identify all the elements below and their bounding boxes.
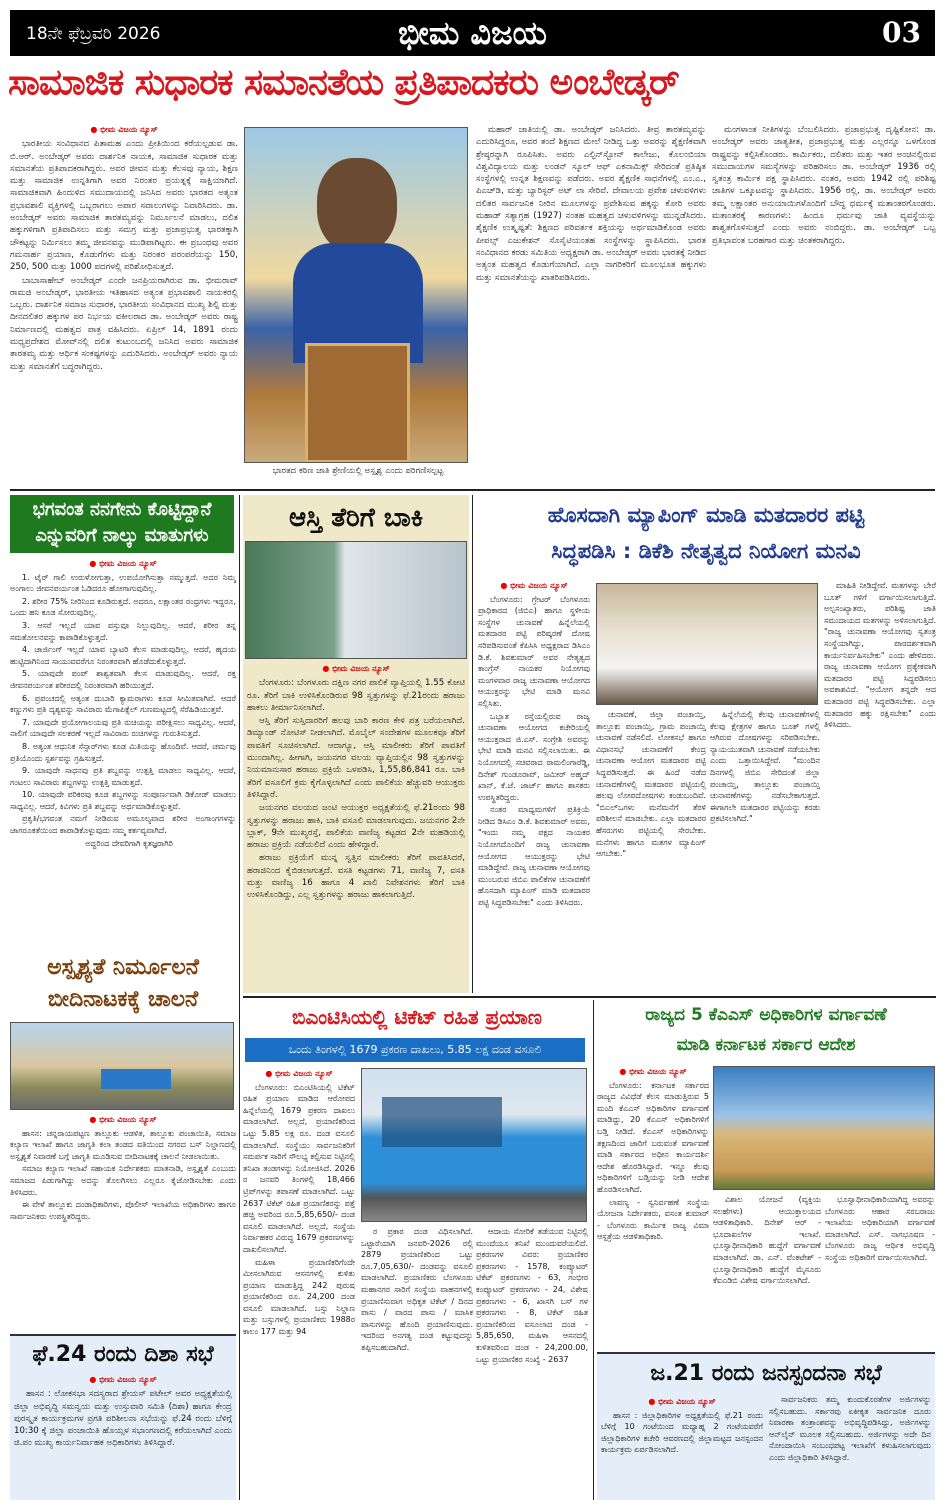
- article-text: ನಂತರ ಮಾಧ್ಯಮಗಳಿಗೆ ಪ್ರತಿಕ್ರಿಯೆ ನೀಡಿದ ಡಿಸಿಎಂ ಡಿ.ಕೆ. ಶಿವಕುಮಾರ್ ಅವರು, "ಇಂದು ನಮ್ಮ ಪಕ್ಷದ ನಾಯಕರ ನಿಯೋಗದೊಂದಿಗೆ ರಾಜ್ಯ ಚುನಾವಣಾ ಆಯೋಗದ ಆಯುಕ್ತರನ್ನು ಭೇಟಿ ಮಾಡಿದ್ದೇವೆ. ರಾಜ್ಯ ಚುನಾವಣಾ ಆಯೋಗವು ಮುಂಬರುವ ಜಿಬಿಎ ಪಾಲಿಕೆಗಳ ಚುನಾವಣೆಗೆ ಹೊಸದಾಗಿ ಮ್ಯಾಪಿಂಗ್ ಮಾಡಿ ಮತದಾರರ ಪಟ್ಟಿ ಸಿದ್ಧಪಡಿಸಬೇಕು" ಎಂದು ತಿಳಿಸಿದರು.: [478, 805, 590, 908]
- kas-article-col3: [825, 1194, 935, 1344]
- building-photo: [245, 541, 467, 659]
- article-text: 8. ಅತ್ಯಂತ ಆಧುನಿಕ ಸೆನ್ಸಾರ್‌ಗಳು ಕೂಡ ಮಿತಿಯನ್ನು ಹೊಂದಿವೆ. ಆದರೆ, ಚರ್ಮವು ಪ್ರತಿಯೊಂದು ಸ್ಪರ್ಶವನ್ನು ಗ್ರಹಿಸುತ್ತದೆ.: [10, 741, 236, 763]
- column-divider: [593, 1000, 594, 1500]
- bus-photo: [361, 1068, 587, 1222]
- bmtc-headline: ಬಿಎಂಟಿಸಿಯಲ್ಲಿ ಟಿಕೆಟ್ ರಹಿತ ಪ್ರಯಾಣ: [292, 1005, 542, 1029]
- article-text: ಸಾರ್ವಜನಿಕರು ತಮ್ಮ ಕುಂದುಕೊರತೆಗಳ ಅರ್ಜಿಗಳನ್ನು ಸಲ್ಲಿಸಬಹುದು. ಸರ್ಕಾರವು ಏಕೀಕೃತ ಸಾರ್ವಜನಿಕ ದೂರು ನಿವಾರಣಾ ತಂತ್ರಾಂಶವನ್ನು ಅಭಿವೃದ್ಧಿಪಡಿಸಿದ್ದು, ಅರ್ಜಿಗಳನ್ನು ಆನ್‌ಲೈನ್ ಮೂಲಕ ಸಲ್ಲಿಸಬಹುದು. ಅರ್ಜಿಗಳನ್ನು ಅದೇ ದಿನ ನೋಂದಾಯಿಸಿ ಸಂಬಂಧಪಟ್ಟ ಇಲಾಖೆಗೆ ಕಳುಹಿಸಲಾಗುವುದು ಎಂದು ಜಿಲ್ಲಾಧಿಕಾರಿ ತಿಳಿಸಿದ್ದಾರೆ.: [769, 1395, 931, 1462]
- article-text: ● ಭೀಮ ವಿಜಯ ನ್ಯೂಸ್: [601, 1396, 763, 1408]
- article-text: ಹಾಸನ: ಚನ್ನರಾಯಪಟ್ಟಣ ತಾಲ್ಲೂಕು ಆಡಳಿತ, ತಾಲ್ಲೂಕು ಪಂಚಾಯಿತಿ, ಸಮಾಜ ಕಲ್ಯಾಣ ಇಲಾಖೆ ಹಾಗೂ ಜಾಗೃತಿ ಕಲಾ ತಂಡದ ವತಿಯಿಂದ ನಗರದ ಬಸ್ ನಿಲ್ದಾಣದಲ್ಲಿ ಅಸ್ಪೃಶ್ಯತೆ ನಿವಾರಣೆ ಬಗ್ಗೆ ಜಾಗೃತಿ ಮೂಡಿಸುವ ಬೀದಿನಾಟಕಕ್ಕೆ ಚಾಲನೆ ನೀಡಲಾಯಿತು.: [10, 1128, 236, 1161]
- article-text: ಆಸ್ತಿ ತೆರಿಗೆ ಸುಸ್ತಿದಾರರಿಗೆ ಹಲವು ಬಾರಿ ಕಾರಣ ಕೇಳಿ ಪತ್ರ ಬರೆಯಲಾಗಿದೆ. ಡಿಮ್ಯಾಂಡ್ ನೋಟಿಸ್ ನೀಡಲಾಗಿದೆ. ಮೊಬೈಲ್ ಸಂದೇಶಗಳ ಮೂಲಕವೂ ತೆರಿಗೆ ಪಾವತಿಗೆ ಸೂಚಿಸಲಾಗಿದೆ. ಆದಾಗ್ಯೂ, ಆಸ್ತಿ ಮಾಲೀಕರು ತೆರಿಗೆ ಪಾವತಿಗೆ ಮುಂದಾಗಿಲ್ಲ. ಹೀಗಾಗಿ, ಜಯನಗರ ವಲಯ ವ್ಯಾಪ್ತಿಯಲ್ಲಿನ 98 ಸ್ವತ್ತುಗಳನ್ನು ನಿಯಮಾನುಸಾರ ಹರಾಜು ಪ್ರಕ್ರಿಯೆ ಒಳಪಡಿಸಿ, 1,55,86,841 ರೂ. ಬಾಕಿ ತೆರಿಗೆ ವಸೂಲಿಗೆ ಕ್ರಮ ಕೈಗೊಳ್ಳಲಾಗಿದೆ ಎಂದು ಪಾಲಿಕೆಯ ಹೆಚ್ಚುವರಿ ಆಯುಕ್ತರು ತಿಳಿಸಿದ್ದಾರೆ.: [247, 716, 465, 800]
- article-text: 4. ಚಾರ್ಜಿಂಗ್ ಇಲ್ಲದೆ ಯಾವ ಬ್ಯಾಟರಿ ಕೆಲಸ ಮಾಡುವುದಿಲ್ಲ. ಆದರೆ, ಹೃದಯ ಹುಟ್ಟಿದಾಗಿನಿಂದ ಸಾಯುವವರೆಗೂ ನಿರಂತರವಾಗಿ ಹೊಡೆದುಕೊಳ್ಳುತ್ತದೆ.: [10, 645, 236, 666]
- article-text: ಮಂಗಳಾಂತ ನೀತಿಗಳನ್ನು ಬೆಂಬಲಿಸಿದರು. ಪ್ರಜಾಪ್ರಭುತ್ವ ದೃಷ್ಟಿಕೋನ: ಡಾ. ಅಂಬೇಡ್ಕರ್ ಅವರು ಜಾತ್ಯತೀತ, ಪ್ರಜಾಪ್ರಭುತ್ವ ಮತ್ತು ಎಲ್ಲರನ್ನೂ ಒಳಗೊಂಡ ರಾಷ್ಟ್ರವನ್ನು ಕಲ್ಪಿಸಿಕೊಂಡರು. ಕಾರ್ಮಿಕರು, ದಲಿತರು ಮತ್ತು ಇತರ ಅಂಚಿನಲ್ಲಿರುವ ಸಮುದಾಯಗಳ ಸಮಸ್ಯೆಗಳನ್ನು ಪರಿಹರಿಸಲು ಡಾ. ಅಂಬೇಡ್ಕರ್ 1936 ರಲ್ಲಿ ಸ್ವತಂತ್ರ ಕಾರ್ಮಿಕ ಪಕ್ಷ ಸ್ಥಾಪಿಸಿದರು. ನಂತರ, ಅವರು 1942 ರಲ್ಲಿ ಪರಿಶಿಷ್ಟ ಜಾತಿಗಳ ಒಕ್ಕೂಟವನ್ನು ಸ್ಥಾಪಿಸಿದರು. 1956 ರಲ್ಲಿ, ಡಾ. ಅಂಬೇಡ್ಕರ್ ಅವರು ತಮ್ಮ ಲಕ್ಷಾಂತರ ಅನುಯಾಯಿಗಳೊಂದಿಗೆ ಬೌದ್ಧ ಧರ್ಮಕ್ಕೆ ಮತಾಂತರಗೊಂಡರು. ಮತಾಂತರಕ್ಕೆ ಕಾರಣಗಳು: ಹಿಂದೂ ಧರ್ಮವು ಜಾತಿ ವ್ಯವಸ್ಥೆಯನ್ನು ಶಾಶ್ವತಗೊಳಿಸುತ್ತದೆ ಎಂದು ಅವರು ನಂಬಿದ್ದರು. ಡಾ. ಅಂಬೇಡ್ಕರ್ ಒಬ್ಬ ಪ್ರತಿಭಾವಂತ ಬರಹಗಾರ ಮತ್ತು ಚಿಂತಕರಾಗಿದ್ದರು.: [712, 125, 936, 246]
- article-text: ಹಾಸನ : ಜಿಲ್ಲಾಧಿಕಾರಿಗಳ ಅಧ್ಯಕ್ಷತೆಯಲ್ಲಿ ಫೆ.21 ರಂದು ಬೆಳಿಗ್ಗೆ 10 ಗಂಟೆಯಿಂದ ಮಧ್ಯಾಹ್ನ 2 ಗಂಟೆಯವರೆಗೆ ಜಿಲ್ಲಾಧಿಕಾರಿಗಳ ಕಚೇರಿ ಆವರಣದಲ್ಲಿ ಜಿಲ್ಲಾಮಟ್ಟದ ಜನಸ್ಪಂದನ ಕಾರ್ಯಕ್ರಮ ಏರ್ಪಡಿಸಲಾಗಿದೆ.: [601, 1410, 763, 1455]
- article-text: ಬೆಂಗಳೂರು: ಬೆಂಗಳೂರು ದಕ್ಷಿಣ ನಗರ ಪಾಲಿಕೆ ವ್ಯಾಪ್ತಿಯಲ್ಲಿ 1.55 ಕೋಟಿ ರೂ. ತೆರಿಗೆ ಬಾಕಿ ಉಳಿಸಿಕೊಂಡಿರುವ 98 ಸ್ವತ್ತುಗಳನ್ನು ಫೆ.21ರಂದು ಹರಾಜು ಹಾಕಲು ತೀರ್ಮಾನಿಸಲಾಗಿದೆ.: [247, 678, 465, 713]
- article-text: ಹೊಸದಾಗಿ ಮ್ಯಾಪಿಂಗ್ ಮಾಡಿ ಮತದಾರರ ಪಟ್ಟಿ: [547, 503, 865, 527]
- article-text: ಹಾಸನ : ಲೋಕಸಭಾ ಸದಸ್ಯರಾದ ಶ್ರೇಯಸ್ ಪಟೇಲ್ ಅವರ ಅಧ್ಯಕ್ಷತೆಯಲ್ಲಿ ಜಿಲ್ಲಾ ಅಭಿವೃದ್ಧಿ ಸಮನ್ವಯ ಮತ್ತು ಉಸ್ತುವಾರಿ ಸಮಿತಿ (ದಿಶಾ) ಹಾಗೂ ಕೇಂದ್ರ ಪುರಸ್ಕೃತ ಕಾರ್ಯಕ್ರಮಗಳ ಪ್ರಗತಿ ಪರಿಶೀಲನಾ ಸಭೆಯನ್ನು ಫೆ.24 ರಂದು ಬೆಳಿಗ್ಗೆ 10:30 ಕ್ಕೆ ಜಿಲ್ಲಾ ಪಂಚಾಯಿತಿ ಹೊಯ್ಸಳ ಸಭಾಂಗಣದಲ್ಲಿ ಕರೆಯಲಾಗಿದೆ ಎಂದು ಜಿ.ಪಂ ಮುಖ್ಯ ಕಾರ್ಯನಿರ್ವಾಹಕ ಅಧಿಕಾರಿಗಳು ತಿಳಿಸಿದ್ದಾರೆ.: [14, 1389, 232, 1449]
- article-text: ಅಸ್ಪೃಶ್ಯತೆ ನಿರ್ಮೂಲನೆ: [47, 955, 199, 980]
- masthead: [10, 10, 935, 56]
- article-text: ಬೆಂಗಳೂರು: ಗ್ರೇಟರ್ ಬೆಂಗಳೂರು ಪ್ರಾಧಿಕಾರದ (ಜಿಬಿಎ) ಹಾಗೂ ಸ್ಥಳೀಯ ಸಂಸ್ಥೆಗಳ ಚುನಾವಣೆ ಹಿನ್ನೆಲೆಯಲ್ಲಿ ಮತದಾರರ ಪಟ್ಟಿ ಪರಿಷ್ಕರಣೆ ದೋಷ ಸರಿಪಡಿಸುವಂತೆ ಕೆಪಿಸಿಸಿ ಅಧ್ಯಕ್ಷರಾದ ಡಿಸಿಎಂ ಡಿ.ಕೆ. ಶಿವಕುಮಾರ್ ಅವರ ನೇತೃತ್ವದ ಕಾಂಗ್ರೆಸ್ ನಾಯಕರ ನಿಯೋಗವು ಮಂಗಳವಾರ ರಾಜ್ಯ ಚುನಾವಣಾ ಆಯೋಗದ ಆಯುಕ್ತರನ್ನು ಭೇಟಿ ಮಾಡಿ ಮನವಿ ಸಲ್ಲಿಸಿತು.: [478, 594, 590, 708]
- article-text: ಭಗವಂತ ನನಗೇನು ಕೊಟ್ಟಿದ್ದಾನೆ: [32, 499, 212, 520]
- newspaper-logo: ಭೀಮ ವಿಜಯ: [398, 14, 547, 52]
- article-text: ಸಿದ್ಧಪಡಿಸಿ : ಡಿಕೆಶಿ ನೇತೃತ್ವದ ನಿಯೋಗ ಮನವಿ: [551, 539, 861, 563]
- kas-article-col2: [713, 1194, 821, 1344]
- street-play-photo: [10, 1022, 234, 1110]
- article-text: ಹರಾಜು ಪ್ರಕ್ರಿಯೆಗೆ ಮುನ್ನ ಸ್ವತ್ತಿನ ಮಾಲೀಕರು ತೆರಿಗೆ ಪಾವತಿಸಿದರೆ, ಹರಾಜಿನಿಂದ ಕೈಬಿಡಲಾಗುತ್ತದೆ. ವಸತಿ ಕಟ್ಟಡಗಳು 71, ವಾಣಿಜ್ಯ 7, ವಸತಿ ಮತ್ತು ವಾಣಿಜ್ಯ 16 ಹಾಗೂ 4 ಖಾಲಿ ನಿವೇಶನಗಳು ತೆರಿಗೆ ಬಾಕಿ ಉಳಿಸಿಕೊಂಡಿದ್ದು, ಎಲ್ಲ ಸ್ವತ್ತುಗಳನ್ನು ಹರಾಜು ಹಾಕಲಾಗುತ್ತಿದೆ.: [247, 853, 465, 901]
- article-text: ● ಭೀಮ ವಿಜಯ ನ್ಯೂಸ್: [10, 1114, 236, 1126]
- article-text: ಬೀದಿನಾಟಕಕ್ಕೆ ಚಾಲನೆ: [47, 987, 199, 1012]
- voter-headline: [476, 497, 936, 569]
- vidhana-soudha-photo: [713, 1066, 935, 1190]
- lead-article-col1: [10, 122, 238, 486]
- article-text: ಜಯನಗರ ವಲಯದ ಜಂಟಿ ಆಯುಕ್ತರ ಅಧ್ಯಕ್ಷತೆಯಲ್ಲಿ ಫೆ.21ರಂದು 98 ಸ್ವತ್ತುಗಳನ್ನು ಹರಾಜು ಹಾಕಿ, ಬಾಕಿ ವಸೂಲಿ ಮಾಡಲಾಗುವುದು. ಜಯನಗರ 2ನೇ ಬ್ಲಾಕ್, 9ನೇ ಮುಖ್ಯರಸ್ತೆ, ಪಾಲಿಕೆಯ ವಾಣಿಜ್ಯ ಕಟ್ಟಡದ 2ನೇ ಮಹಡಿಯಲ್ಲಿ ಹರಾಜು ಪ್ರಕ್ರಿಯೆ ನಡೆಯಲಿದೆ ಎಂದು ಹೇಳಿದ್ದಾರೆ.: [247, 803, 465, 851]
- article-text: 2. ಶರೀರ 75% ನೀರಿನಿಂದ ಕೂಡಿರುತ್ತದೆ. ಅದರೂ, ಲಕ್ಷಾಂತರ ರಂಧ್ರಗಳು ಇದ್ದರೂ, ಒಂದು ಹನಿ ಕೂಡ ಸೋರುವುದಿಲ್ಲ.: [10, 596, 236, 618]
- article-text: ಬಾಬಾಸಾಹೇಬ್ ಅಂಬೇಡ್ಕರ್ ಎಂದೇ ಜನಪ್ರಿಯರಾಗಿರುವ ಡಾ. ಭೀಮರಾವ್ ರಾಮಜಿ ಅಂಬೇಡ್ಕರ್, ಭಾರತೀಯ ಇತಿಹಾಸದ ಅತ್ಯಂತ ಪ್ರಭಾವಶಾಲಿ ನಾಯಕರಲ್ಲಿ ಒಬ್ಬರು. ದಾರ್ಶನಿಕ ಸಮಾಜ ಸುಧಾರಕ, ಭಾರತೀಯ ಸಂವಿಧಾನದ ಮುಖ್ಯ ಶಿಲ್ಪಿ ಮತ್ತು ದೀನದಲಿತರ ಹಕ್ಕುಗಳ ಪರ ನಿರ್ಭಯ ವಕೀಲರಾದ ಡಾ. ಅಂಬೇಡ್ಕರ್ ಅವರು ರಾಷ್ಟ್ರ ನಿರ್ಮಾಣದಲ್ಲಿ ಮಹತ್ವದ ಪಾತ್ರ ವಹಿಸಿದರು. ಏಪ್ರಿಲ್ 14, 1891 ರಂದು ಮಧ್ಯಪ್ರದೇಶದ ಮೋವ್‌ನಲ್ಲಿ ದಲಿತ ಕುಟುಂಬದಲ್ಲಿ ಜನಿಸಿದ ಅವರು ಸಾಮಾಜಿಕ ತಾರತಮ್ಯ ಮತ್ತು ಆರ್ಥಿಕ ಸಂಕಷ್ಟಗಳನ್ನು ಎದುರಿಸಿದರು. ಅಂಬೇಡ್ಕರ್ ಅವರು ನ್ಯಾಯ ಮತ್ತು ಸಮಾನತೆಗೆ ಬದ್ಧರಾಗಿದ್ದರು.: [10, 275, 238, 372]
- article-text: ● ಭೀಮ ವಿಜಯ ನ್ಯೂಸ್: [10, 558, 236, 570]
- column-divider: [239, 495, 240, 1500]
- tax-headline: ಆಸ್ತಿ ತೆರಿಗೆ ಬಾಕಿ: [288, 503, 424, 533]
- bmtc-article-col2: [361, 1226, 473, 1500]
- article-text: ಒಬ್ಬಾತ ರಸ್ತೆಯಲ್ಲಿರುವ ರಾಜ್ಯ ಚುನಾವಣಾ ಆಯೋಗದ ಕಚೇರಿಯಲ್ಲಿ ಆಯುಕ್ತರಾದ ಜಿ.ಎಸ್. ಸಂಗ್ರೇಶಿ ಅವರನ್ನು ಭೇಟಿ ಮಾಡಿ ಮನವಿ ಸಲ್ಲಿಸಲಾಯಿತು. ಈ ನಿಯೋಗದಲ್ಲಿ ಸಚಿವರಾದ ರಾಮಲಿಂಗಾರೆಡ್ಡಿ, ದಿನೇಶ್ ಗುಂಡೂರಾವ್, ಜಮೀರ್ ಅಹ್ಮದ್ ಖಾನ್, ಕೆ.ಜೆ. ಜಾರ್ಜ್ ಹಾಗೂ ಶಾಸಕರು ಉಪಸ್ಥಿತರಿದ್ದರು.: [478, 711, 590, 802]
- lead-article-col3: [476, 124, 706, 484]
- article-text: ● ಭೀಮ ವಿಜಯ ನ್ಯೂಸ್: [597, 1066, 709, 1078]
- article-text: 5. ಯಾವುದೇ ಪಂಪ್ ಶಾಶ್ವತವಾಗಿ ಕೆಲಸ ಮಾಡುವುದಿಲ್ಲ. ಆದರೆ, ರಕ್ತ ಜೀವನಪರ್ಯಂತ ಶರೀರದಲ್ಲಿ ನಿರಂತರವಾಗಿ ಹರಿಯುತ್ತದೆ.: [10, 669, 236, 690]
- untouchability-article: [10, 1112, 236, 1324]
- article-text: 6. ಪ್ರಪಂಚದಲ್ಲಿ ಅತ್ಯಂತ ದುಬಾರಿ ಕ್ಯಾಮರಾಗಳು ಕೂಡ ಸೀಮಿತವಾಗಿವೆ. ಆದರೆ ಕಣ್ಣುಗಳು ಪ್ರತಿ ದೃಶ್ಯವನ್ನು ಸಾವಿರಾರು ಮೆಗಾಪಿಕ್ಸೆಲ್ ಗುಣಮಟ್ಟದಲ್ಲಿ ಸೆರೆಹಿಡಿಯುತ್ತವೆ.: [10, 693, 236, 715]
- article-text: ಆದಾಯ ಸೋರಿಕೆ ತಡೆಯುವ ನಿಟ್ಟಿನಲ್ಲಿ ಮುಂದೆಯೂ ತನಿಖೆ ಮುಂದುವರೆಯಲಿದೆ. ಪ್ರಕರಣಗಳ ವಿವರ: ಪ್ರಯಾಣಿಕರ ಪ್ರಕರಣಗಳು - 1578, ಕಂಪ್ಯೂಟರ್ ಟಿಕೆಟ್ ಪ್ರಕರಣಗಳು - 63, ಗಂಭೀರ ಕಂಪ್ಯೂಟರ್ ಪ್ರಕರಣಗಳು - 24, ವಿಶೇಷ ಪ್ರಕರಣಗಳು - 6, ಖಾಸಗಿ ಬಸ್ ಗಳ ಪ್ರಕರಣಗಳು - 8, ಟಿಕೆಟ್ ರಹಿತ ಪ್ರಯಾಣಿಕರಿಂದ ವಸೂಲಾದ ದಂಡ - 5,85,650, ಮಹಿಳಾ ಆಸನದಲ್ಲಿ ಕುಳಿತವರಿಂದ ದಂಡ - 24,200.00, ಒಟ್ಟು ಪ್ರಯಾಣಿಕರ ಸಂಖ್ಯೆ - 2637: [476, 1227, 588, 1364]
- voter-article-col2: [596, 709, 706, 989]
- bmtc-article-col1: [243, 1066, 355, 1500]
- lead-headline: ಸಾಮಾಜಿಕ ಸುಧಾರಕ ಸಮಾನತೆಯ ಪ್ರತಿಪಾದಕರು ಅಂಬೇಡ್ಕರ್: [8, 62, 679, 103]
- article-text: ವಿಶಾಲ ಯೋಜನೆ (ವ್ಯಕ್ತಿಯ ಸಲಹೆಗಳು) ಆಯುಕ್ತಾಲಯದ ಆಡಳಿತಾಧಿಕಾರಿ. ದಿನೇಶ್ ಆರ್ - ಭೂದಾಖಲೆಗಳ ಇಲಾಖೆ. ಭೂಸ್ವಾಧೀನಾಧಿಕಾರಿ ಹುದ್ದೆಗೆ ವರ್ಗಾವಣೆ ಮಾಡಲಾಗಿದೆ. ಡಾ. ಎನ್. ವೆಂಕಟೇಶ್ - ಭೂಸ್ವಾಧೀನಾಧಿಕಾರಿ ಹುದ್ದೆಗೆ ಮೈಸೂರು ಕೆಐಎಡಿಬಿ ವಿಶೇಷ ವರ್ಗಾಯಿಸಲಾಗಿದೆ.: [713, 1195, 821, 1286]
- page-number: 03: [882, 16, 921, 49]
- article-text: ಮಾಡಿ ಕರ್ನಾಟಕ ಸರ್ಕಾರ ಆದೇಶ: [676, 1035, 856, 1055]
- article-text: ಬೆಂಗಳೂರು: ಕರ್ನಾಟಕ ಸರ್ಕಾರದ ರಾಜ್ಯದ ವಿವಿಧೆಡೆ ಕೆಲಸ ಮಾಡುತ್ತಿರುವ 5 ಮಂದಿ ಕೆಎಎಸ್ ಅಧಿಕಾರಿಗಳ ವರ್ಗಾವಣೆ ಮಾಡಿದ್ದು, 20 ಕೆಎಎಸ್ ಅಧಿಕಾರಿಗಳಿಗೆ ಬಡ್ತಿ ನೀಡಿದೆ. ಕೆಎಎಸ್ ಅಧಿಕಾರಿಗಳನ್ನು ತಕ್ಷಣದಿಂದ ಜಾರಿಗೆ ಬರುವಂತೆ ವರ್ಗಾವಣೆ ಮಾಡಿ ಸರ್ಕಾರದ ಅಧೀನ ಕಾರ್ಯದರ್ಶಿ ಆದೇಶ ಹೊರಡಿಸಿದ್ದಾರೆ. ಇನ್ನೂ ಕೆಲವು ಅಧಿಕಾರಿಗಳಿಗೆ ಬಡ್ತಿಯನ್ನು ನೀಡಿ ಆದೇಶ ಹೊರಡಿಸಲಾಗಿದೆ.: [597, 1080, 709, 1194]
- article-text: ಅದ್ದರಿಂದ ದೇವರಿಗಾಗಿ ಕೃತಜ್ಞರಾಗಿರಿ: [85, 838, 173, 848]
- byline: ● ಭೀಮ ವಿಜಯ ನ್ಯೂಸ್: [10, 124, 238, 136]
- article-text: ಬೆಂಗಳೂರು: ಬಿಎಂಟಿಸಿಯಲ್ಲಿ ಟಿಕೆಟ್ ರಹಿತ ಪ್ರಯಾಣ ಮಾಡಿದ ಆರೋಪದ ಹಿನ್ನೆಲೆಯಲ್ಲಿ 1679 ಪ್ರಕರಣ ದಾಖಲು ಮಾಡಲಾಗಿದೆ. ಅಲ್ಲದೆ, ಪ್ರಯಾಣಿಕರಿಂದ ಒಟ್ಟು 5.85 ಲಕ್ಷ ರೂ. ದಂಡ ವಸೂಲಿ ಮಾಡಲಾಗಿದೆ. ಸಂಸ್ಥೆಯು ಸಾರ್ವಜನಿಕರಿಗೆ ಸಮರ್ಪಕ ಸಾರಿಗೆ ಸೌಲಭ್ಯ ಕಲ್ಪಿಸುವ ನಿಟ್ಟಿನಲ್ಲಿ ತನಿಖಾ ತಂಡಗಳನ್ನು ನಿಯೋಜಿಸಿದೆ. 2026 ರ ಜನವರಿ ತಿಂಗಳಲ್ಲಿ 18,466 ಟ್ರಿಪ್‌ಗಳನ್ನು ತಪಾಸಣೆ ಮಾಡಲಾಗಿದೆ. ಒಟ್ಟು 2637 ಟಿಕೆಟ್ ರಹಿತ ಪ್ರಯಾಣಿಕರನ್ನು ಪತ್ತೆ ಹಚ್ಚಿ ಅವರಿಂದ ರೂ.5,85,650/- ದಂಡ ವಸೂಲಿ ಮಾಡಲಾಗಿದೆ. ಅಲ್ಲದೆ, ಸಂಸ್ಥೆಯ ನಿರ್ವಾಹಕರ ವಿರುದ್ಧ 1679 ಪ್ರಕರಣಗಳನ್ನು ದಾಖಲಿಸಲಾಗಿದೆ.: [243, 1082, 355, 1254]
- divider: [10, 489, 935, 491]
- article-text: ಪ್ರಕೃತಿ/ಭಗವಂತ ನಮಗೆ ನೀಡಿರುವ ಅಮೂಲ್ಯವಾದ ಶರೀರ ಅಂಗಾಂಗಗಳನ್ನು ಜಾಗರೂಕತೆಯಿಂದ ಕಾಪಾಡಿಕೊಳ್ಳುವುದು ನಮ್ಮ ಕರ್ತವ್ಯವಾಗಿದೆ.: [10, 814, 236, 836]
- disha-headline: ಫೆ.24 ರಂದು ದಿಶಾ ಸಭೆ: [32, 1342, 214, 1367]
- bhagavanta-headline: [10, 495, 234, 553]
- voter-article-col4: [824, 580, 936, 990]
- article-text: ಭಾರತೀಯ ಸಂವಿಧಾನದ ಪಿತಾಮಹ ಎಂದು ಪ್ರೀತಿಯಿಂದ ಕರೆಯಲ್ಪಡುವ ಡಾ. ಬಿ.ಆರ್. ಅಂಬೇಡ್ಕರ್ ಅವರು ದಾರ್ಶನಿಕ ನಾಯಕ, ಸಾಮಾಜಿಕ ಸುಧಾರಕ ಮತ್ತು ಸಮಾನತೆಯ ಪ್ರತಿಪಾದಕರಾಗಿದ್ದರು. ಅವರ ಜೀವನ ಮತ್ತು ಕೆಲಸವು ನ್ಯಾಯ, ಶಿಕ್ಷಣ ಮತ್ತು ಸಾಮಾಜಿಕ ಉನ್ನತಿಗಾಗಿ ಅವರ ನಿರಂತರ ಪ್ರಯತ್ನಕ್ಕೆ ಸಾಕ್ಷಿಯಾಗಿದೆ. ಸಾಮಾಜಿಕವಾಗಿ ಹಿಂದುಳಿದ ಸಮುದಾಯದಲ್ಲಿ ಜನಿಸಿದ ಅವರು ಭಾರತದ ಅತ್ಯಂತ ಪ್ರಭಾವಶಾಲಿ ವ್ಯಕ್ತಿಗಳಲ್ಲಿ ಒಬ್ಬರಾಗಲು ಅಪಾರ ಸವಾಲುಗಳನ್ನು ನಿವಾರಿಸಿದರು. ಡಾ. ಅಂಬೇಡ್ಕರ್ ಅವರು ಸಾಮಾಜಿಕ ತಾರತಮ್ಯವನ್ನು ನಿರ್ಮೂಲನೆ ಮಾಡಲು, ದಲಿತ ಹಕ್ಕುಗಳಿಗಾಗಿ ಪ್ರತಿಪಾದಿಸಲು ಮತ್ತು ಸಮಗ್ರ ಮತ್ತು ಪ್ರಜಾಪ್ರಭುತ್ವ ಭಾರತಕ್ಕಾಗಿ ಚೌಕಟ್ಟನ್ನು ನಿರ್ಮಿಸಲು ತಮ್ಮ ಜೀವನವನ್ನು ಮುಡಿಪಾಗಿಟ್ಟರು. ಈ ಪ್ರಬಂಧವು ಅವರ ಗಮನಾರ್ಹ ಪ್ರಯಾಣ, ಕೊಡುಗೆಗಳು ಮತ್ತು ನಿರಂತರ ಪರಂಪರೆಯನ್ನು 150, 250, 500 ಮತ್ತು 1000 ಪದಗಳಲ್ಲಿ ಪರಿಶೋಧಿಸುತ್ತದೆ.: [10, 139, 238, 273]
- janaspandana-box: [597, 1352, 935, 1500]
- article-text: ಎನ್ನುವರಿಗೆ ನಾಲ್ಕು ಮಾತುಗಳು: [35, 525, 209, 546]
- voter-article-col1: [478, 578, 590, 988]
- article-text: ರಾಜ್ಯದ 5 ಕೆಎಎಸ್ ಅಧಿಕಾರಿಗಳ ವರ್ಗಾವಣೆ: [645, 1005, 887, 1025]
- article-text: ● ಭೀಮ ವಿಜಯ ನ್ಯೂಸ್: [247, 663, 465, 675]
- column-divider: [472, 495, 473, 993]
- article-text: ರ ಪ್ರಕಾರ ದಂಡ ವಿಧಿಸಲಾಗಿದೆ. ಒಟ್ಟಾರೆಯಾಗಿ ಜನವರಿ-2026 ರಲ್ಲಿ 2879 ಪ್ರಯಾಣಿಕರಿಂದ ಒಟ್ಟು ರೂ.7,05,630/- ದಂಡವನ್ನು ವಸೂಲಿ ಮಾಡಲಾಗಿದೆ. ಪ್ರಯಾಣಿಕರು ಬೆಂಗಳೂರು ಮಹಾನಗರ ಸಾರಿಗೆ ಸಂಸ್ಥೆಯ ವಾಹನಗಳಲ್ಲಿ ಪ್ರಯಾಣಿಸುವಾಗ ಅಧಿಕೃತ ಟಿಕೆಟ್ / ದಿನದ ಪಾಸು / ವಾರದ ಪಾಸು / ಮಾಸಿಕ ಪಾಸುಗಳನ್ನು ಹೊಂದಿ ಪ್ರಯಾಣಿಸುವುದು. ಇದರಿಂದ ಅನಗತ್ಯ ದಂಡ ಕಟ್ಟುವುದನ್ನು ತಪ್ಪಿಸಬಹುದಾಗಿದೆ.: [361, 1227, 473, 1352]
- article-text: ಭೂಸ್ವಾಧೀನಾಧಿಕಾರಿಯಾಗಿದ್ದ ಅವರನ್ನು ಬೆಂಗಳೂರು ಆಹಾರ ಸರಬರಾಜು ಇಲಾಖೆಯ ಅಧಿಕಾರಿಯಾಗಿ ವರ್ಗಾವಣೆ ಮಾಡಲಾಗಿದೆ. ಎಸ್. ನಾಗಭೂಷಣ - ಬೆಂಗಳೂರು ರಾಜ್ಯ ಆರ್ಥಿಕ ಅಭಿವೃದ್ಧಿ ಸಂಸ್ಥೆಯ ಅಧಿಕಾರಿಗೆ ವರ್ಗಾಯಿಸಲಾಗಿದೆ.: [825, 1195, 935, 1262]
- article-text: 10. ಯಾವುದೇ ಪರಿಕರವು ಕೂಡ ಶಬ್ದಗಳನ್ನು ಸಂಪೂರ್ಣವಾಗಿ ಡಿಕೋಡ್ ಮಾಡಲು ಸಾಧ್ಯವಿಲ್ಲ. ಆದರೆ, ಕಿವಿಗಳು ಪ್ರತಿ ಶಬ್ದವನ್ನು ಅರ್ಥಮಾಡಿಕೊಳ್ಳುತ್ತವೆ.: [10, 790, 236, 811]
- article-text: ● ಭೀಮ ವಿಜಯ ನ್ಯೂಸ್: [243, 1068, 355, 1080]
- delegation-photo: [596, 583, 818, 705]
- article-text: 9. ಯಾವುದೇ ಸಾಧನವು ಪ್ರತಿ ಶಬ್ದವನ್ನು ಉತ್ಪತ್ತಿ ಮಾಡಲು ಸಾಧ್ಯವಿಲ್ಲ. ಆದರೆ, ಗಂಟಲು ಸಾವಿರಾರು ಶಬ್ದಗಳನ್ನು ಉತ್ಪತ್ತಿ ಮಾಡುತ್ತದೆ.: [10, 766, 236, 787]
- bmtc-article-col3: [476, 1226, 588, 1500]
- article-text: ಈ ವೇಳೆ ತಾಲ್ಲೂಕು ದಂಡಾಧಿಕಾರಿಗಳು, ಪೊಲೀಸ್ ಇಲಾಖೆಯ ಅಧಿಕಾರಿಗಳು ಹಾಗೂ ಸಾರ್ವಜನಿಕರು ಉಪಸ್ಥಿತರಿದ್ದರು.: [10, 1200, 236, 1221]
- tax-box: [243, 495, 469, 993]
- article-text: ಚುನಾವಣೆ, ಜಿಲ್ಲಾ ಪಂಚಾಯ್ತಿ, ತಾಲ್ಲೂಕು ಪಂಚಾಯ್ತಿ, ಗ್ರಾಮ ಪಂಚಾಯ್ತಿ ಚುನಾವಣೆ ನಡೆಸಲಿದೆ. ಲೋಕಸಭೆ ಹಾಗೂ ವಿಧಾನಸಭೆ ಚುನಾವಣೆಗೆ ಕೇಂದ್ರ ಚುನಾವಣಾ ಆಯೋಗ ಮತದಾರರ ಪಟ್ಟಿ ಸಿದ್ಧಪಡಿಸುತ್ತದೆ. ಈ ಹಿಂದೆ ನಡೆದ ಚುನಾವಣೆಗಳಲ್ಲಿ ಮತದಾರರ ಪಟ್ಟಿಯಲ್ಲಿ ಹಲವು ಲೋಪದೋಷಗಳು ಕಂಡುಬಂದಿವೆ. "ಬಿಎಲ್‌ಒಗಳು ಮನೆಮನೆಗೆ ತೆರಳಿ ಪರಿಶೀಲನೆ ಮಾಡಬೇಕು. ಎಲ್ಲಾ ಮತದಾರರ ಹೆಸರುಗಳು ಪಟ್ಟಿಯಲ್ಲಿ ಸೇರಬೇಕು. ಮನೆಗಳು ಹಾಗೂ ಮತಗಳ ಮ್ಯಾಪಿಂಗ್ ಆಗಬೇಕು.": [596, 710, 706, 859]
- untouchability-headline: [10, 952, 236, 1016]
- article-text: ● ಭೀಮ ವಿಜಯ ನ್ಯೂಸ್: [478, 580, 590, 592]
- bmtc-subhead: ಒಂದು ತಿಂಗಳಲ್ಲಿ 1679 ಪ್ರಕರಣ ದಾಖಲು, 5.85 ಲಕ್ಷ ದಂಡ ವಸೂಲಿ: [245, 1038, 585, 1062]
- issue-date: 18ನೇ ಫೆಬ್ರವರಿ 2026: [26, 24, 161, 44]
- voter-article-col3: [710, 709, 820, 989]
- article-text: ಮಹಾರ್ ಜಾತಿಯಲ್ಲಿ ಡಾ. ಅಂಬೇಡ್ಕರ್ ಜನಿಸಿದರು. ತೀವ್ರ ತಾರತಮ್ಯವನ್ನು ಎದುರಿಸಿದ್ದರೂ, ಅವರ ತಂದೆ ಶಿಕ್ಷಣದ ಮೇಲೆ ನೀಡಿದ್ದ ಒತ್ತು ಅವರನ್ನು ಶೈಕ್ಷಣಿಕವಾಗಿ ಶ್ರೇಷ್ಠರನ್ನಾಗಿ ರೂಪಿಸಿತು. ಅವರು ಎಲ್ಫಿನ್‌ಸ್ಟೋನ್ ಕಾಲೇಜು, ಕೊಲಂಬಿಯಾ ವಿಶ್ವವಿದ್ಯಾಲಯ ಮತ್ತು ಲಂಡನ್ ಸ್ಕೂಲ್ ಆಫ್ ಎಕನಾಮಿಕ್ಸ್ ಸೇರಿದಂತೆ ಪ್ರತಿಷ್ಠಿತ ಸಂಸ್ಥೆಗಳಲ್ಲಿ ಉನ್ನತ ಶಿಕ್ಷಣವನ್ನು ಪಡೆದರು. ಅವರ ಶೈಕ್ಷಣಿಕ ಸಾಧನೆಗಳಲ್ಲಿ ಎಂ.ಎ., ಪಿಎಚ್‌ಡಿ, ಮತ್ತು ಬ್ಯಾರಿಸ್ಟರ್ ಅಟ್ ಲಾ ಸೇರಿವೆ. ದೇವಾಲಯ ಪ್ರವೇಶ ಚಳುವಳಿಗಳು ದಲಿತರ ಸಾರ್ವಜನಿಕ ನೀರಿನ ಮೂಲಗಳನ್ನು ಪ್ರವೇಶಿಸುವ ಹಕ್ಕನ್ನು ಕೋರಿ ಅವರು ಮಹಾಡ್ ಸತ್ಯಾಗ್ರಹ (1927) ನಂತಹ ಮಹತ್ವದ ಚಳುವಳಿಗಳನ್ನು ಮುನ್ನಡೆಸಿದರು. ಶೈಕ್ಷಣಿಕ ಉತ್ಕೃಷ್ಟತೆ: ಶಿಕ್ಷಣದ ಪರಿವರ್ತಕ ಶಕ್ತಿಯನ್ನು ಅರ್ಥಮಾಡಿಕೊಂಡ ಅವರು ಪೀಪಲ್ಸ್ ಎಜುಕೇಶನ್ ಸೊಸೈಟಿಯಂತಹ ಸಂಸ್ಥೆಗಳನ್ನು ಸ್ಥಾಪಿಸಿದರು. ಭಾರತ ಸಂವಿಧಾನದ ಕರಡು ಸಮಿತಿಯ ಅಧ್ಯಕ್ಷರಾಗಿ ಡಾ. ಅಂಬೇಡ್ಕರ್ ಅವರು ಭಾರತಕ್ಕೆ ನೀಡಿದ ಅತ್ಯಂತ ಮಹತ್ವದ ಕೊಡುಗೆಯಾಗಿದೆ. ಎಲ್ಲಾ ನಾಗರಿಕರಿಗೆ ಮೂಲಭೂತ ಹಕ್ಕುಗಳು ಮತ್ತು ಸಮಾನತೆಯನ್ನು ಖಾತರಿಪಡಿಸಿದರು.: [476, 125, 706, 283]
- lead-article-col4: [712, 124, 936, 484]
- kas-article-col1: [597, 1064, 709, 1344]
- article-text: ಮಹಿಳಾ ಪ್ರಯಾಣಿಕರಿಗೆಂದೇ ಮೀಸಲಾಗಿರುವ ಆಸನಗಳಲ್ಲಿ ಕುಳಿತು ಪ್ರಯಾಣ ಮಾಡುತ್ತಿದ್ದ 242 ಪುರುಷ ಪ್ರಯಾಣಿಕರಿಂದ ರೂ. 24,200 ದಂಡ ವಸೂಲಿ ಮಾಡಲಾಗಿದೆ. ಬಸ್ಸು ನಿಲ್ದಾಣ ಮತ್ತು ಬಸ್ಸುಗಳಲ್ಲಿ ಪ್ರಯಾಣಿಕರು 1988ರ ಕಾಲಂ 177 ಮತ್ತು 94: [243, 1257, 355, 1337]
- article-text: ಸಮಾಜ ಕಲ್ಯಾಣ ಇಲಾಖೆ ಸಹಾಯಕ ನಿರ್ದೇಶಕರು ಮಾತನಾಡಿ, ಅಸ್ಪೃಶ್ಯತೆ ಎಂಬುದು ಸಮಾಜದ ಪಿಡುಗಾಗಿದ್ದು ಅದನ್ನು ತೊಲಗಿಸಲು ಎಲ್ಲರೂ ಕೈಜೋಡಿಸಬೇಕು ಎಂದು ತಿಳಿಸಿದರು.: [10, 1164, 236, 1197]
- article-text: ಮಾಹಿತಿ ನೀಡಿದ್ದೇವೆ. ಮತಗಳನ್ನು ಬೇರೆ ಬೂತ್ ಗಳಿಗೆ ವರ್ಗಾಯಿಸಲಾಗುತ್ತಿದೆ. ಅಲ್ಪಸಂಖ್ಯಾತರು, ಪರಿಶಿಷ್ಟ ಜಾತಿ ಸಮುದಾಯದ ಮತಗಳನ್ನು ಅಳಿಸಲಾಗುತ್ತಿದೆ. "ರಾಜ್ಯ ಚುನಾವಣಾ ಆಯೋಗವು ಸ್ವತಂತ್ರ ಸಂಸ್ಥೆಯಾಗಿದ್ದು, ಪಾರದರ್ಶಕವಾಗಿ ಕಾರ್ಯನಿರ್ವಹಿಸಬೇಕು" ಎಂದು ಹೇಳಿದರು. ರಾಜ್ಯ ಚುನಾವಣಾ ಆಯೋಗ ಪ್ರತ್ಯೇಕವಾಗಿ ಮತದಾರರ ಪಟ್ಟಿ ಸಿದ್ಧಪಡಿಸಲು ಅವಕಾಶವಿದೆ. "ಆಯೋಗ ತನ್ನದೇ ಆದ ಮತದಾರರ ಪಟ್ಟಿ ಸಿದ್ಧಪಡಿಸಬೇಕು. ಎಲ್ಲಾ ಮತದಾರರ ಹಕ್ಕು ರಕ್ಷಿಸಬೇಕು" ಎಂದು ತಿಳಿಸಿದರು.: [824, 581, 936, 730]
- article-text: 1. ಟೈರ್ ಗಾಲಿ ಉರುಳೋಗುತ್ತಾ, ಉಪಯೋಗಿಸುತ್ತಾ ನಮ್ಮುತ್ತದೆ. ಅದರ ನಿಮ್ಮ ಅಂಗಾಲು ಜೀವನಪರ್ಯಂತ ಓಡಿದರೂ ಹೋಗಾಗುವುದಿಲ್ಲ.: [10, 572, 236, 594]
- disha-box: [10, 1334, 236, 1500]
- bhagavanta-article: [10, 556, 236, 946]
- article-text: ಹಿನ್ನೆಲೆಯಲ್ಲಿ ಕೆಲವು ಚುನಾವಣೆಗಳಲ್ಲಿ ಕೆಲವು ಕ್ಷೇತ್ರಗಳ ಹಾಗೂ ಬೂತ್ ಗಳಲ್ಲಿ ಆಗಿರುವ ದೋಷಗಳನ್ನು ಸರಿಪಡಿಸಬೇಕು. ನ್ಯಾಯಯುತವಾಗಿ ಚುನಾವಣೆ ನಡೆಯಬೇಕು ಎಂದು ಒತ್ತಾಯಿಸಿದ್ದೇವೆ. "ಮುಂದಿನ ದಿನಗಳಲ್ಲಿ ಜಿಬಿಎ ಸೇರಿದಂತೆ ಜಿಲ್ಲಾ ಪಂಚಾಯ್ತಿ, ತಾಲ್ಲೂಕು ಪಂಚಾಯ್ತಿ ಚುನಾವಣೆಗಳನ್ನು ನಡೆಸಬೇಕಾಗುತ್ತದೆ. ಈಗಾಗಲೇ ಮತದಾರರ ಪಟ್ಟಿಯನ್ನು ಕರಡು ಪ್ರಕಟಿಸಲಾಗಿದೆ.": [710, 710, 820, 824]
- janaspandana-headline: ಜ.21 ರಂದು ಜನಸ್ಪಂದನಾ ಸಭೆ: [650, 1361, 882, 1386]
- article-text: ● ಭೀಮ ವಿಜಯ ನ್ಯೂಸ್: [14, 1374, 232, 1386]
- article-text: 3. ಆಸರೆ ಇಲ್ಲದೆ ಯಾವ ವಸ್ತುವೂ ನಿಲ್ಲುವುದಿಲ್ಲ. ಆದರೆ, ಶರೀರ ತನ್ನ ಸಮತೋಲನವನ್ನು ಕಾಪಾಡಿಕೊಳ್ಳುತ್ತದೆ.: [10, 620, 236, 642]
- divider: [243, 996, 936, 998]
- article-text: ಲಾವಣ್ಯ - ಸ್ವನಿರ್ವಹಣೆ ಸಂಸ್ಥೆಯ ಯೋಜನಾ ನಿರ್ದೇಶಕರು, ವಸಂತ ಕುಮಾರ್ - ಬೆಂಗಳೂರು ಕಾರ್ಮಿಕ ರಾಜ್ಯ ವಿಮಾ ಆಸ್ಪತ್ರೆಯ ಆಡಳಿತಾಧಿಕಾರಿ.: [597, 1197, 709, 1242]
- lead-image-caption: ಭಾರತದ ಕಠಿಣ ಜಾತಿ ಶ್ರೇಣಿಯಲ್ಲಿ ಅಸ್ಪೃಶ್ಯ ಎಂದು ಪರಿಗಣಿಸಲ್ಪಟ್ಟ: [272, 466, 444, 476]
- ambedkar-illustration: [244, 127, 468, 463]
- article-text: 7. ಯಾವುದೇ ಪ್ರಯೋಗಾಲಯವು ಪ್ರತಿ ರುಚಿಯನ್ನು ಪರೀಕ್ಷಿಸಲು ಸಾಧ್ಯವಿಲ್ಲ. ಆದರೆ, ನಾಲಿಗೆ ಯಾವುದೇ ಸಲಕರಣೆ ಇಲ್ಲದೆ ಸಾವಿರಾರು ರುಚಿಗಳನ್ನು ಗುರುತಿಸುತ್ತದೆ.: [10, 717, 236, 739]
- kas-headline: [597, 1000, 935, 1060]
